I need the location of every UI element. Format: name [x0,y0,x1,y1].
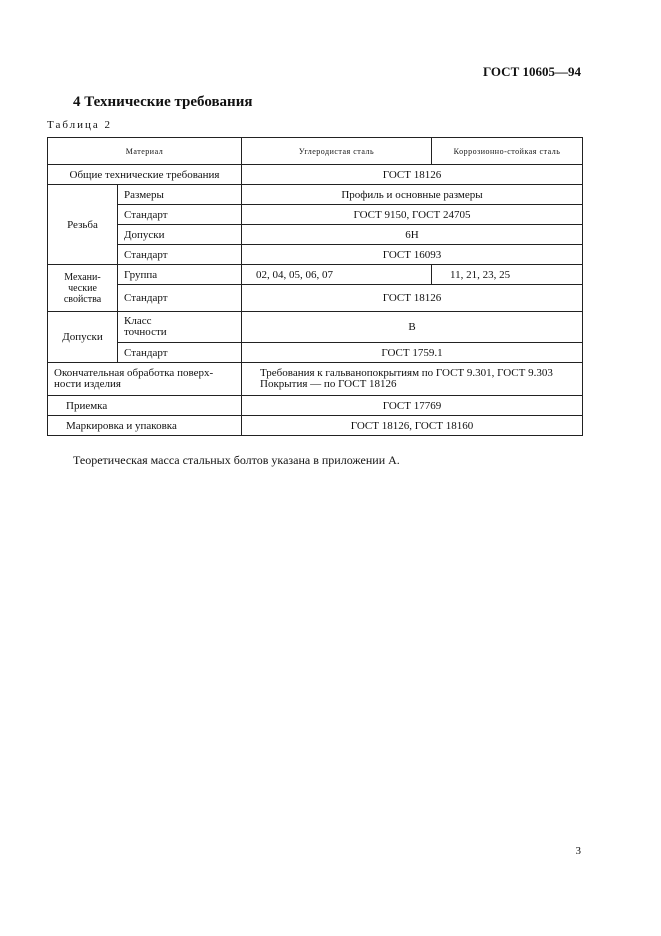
table-row [48,285,583,312]
surface-finish-value [242,363,583,396]
table-row [48,416,583,436]
mechanical-properties-label [48,265,118,312]
thread-sizes-label: Размеры [118,185,242,205]
header-material: Материал [48,138,242,165]
table-row [48,265,583,285]
surface-finish-label-line1: Окончательная обработка поверх- [54,367,214,379]
document-code: ГОСТ 10605—94 [482,64,581,79]
accuracy-class-line2: точности [124,326,167,338]
mechanical-properties-line3: свойства [63,293,102,305]
surface-finish-value-line1: Требования к гальванопокрытиям по ГОСТ 9.301, ГОСТ 9.303 [260,367,553,379]
general-requirements-value: ГОСТ 18126 [242,165,583,185]
thread-standard-label: Стандарт [118,205,242,225]
mechanical-properties-line2: ческие [68,282,97,294]
requirements-table [47,137,583,436]
table-caption: Таблица 2 [47,119,113,131]
thread-tolerance-value: 6H [242,225,583,245]
table-row [48,205,583,225]
thread-group-label: Резьба [48,185,118,265]
table-header-row [48,138,583,165]
accuracy-class-line1: Класс [124,315,152,327]
thread-tolerance-label: Допуски [118,225,242,245]
accuracy-class-value: B [242,312,583,343]
mech-standard-label: Стандарт [118,285,242,312]
thread-sizes-value: Профиль и основные размеры [242,185,583,205]
mech-group-label: Группа [118,265,242,285]
mech-standard-value: ГОСТ 18126 [242,285,583,312]
tolerances-standard-value: ГОСТ 1759.1 [242,343,583,363]
thread-tolerance-standard-label: Стандарт [118,245,242,265]
acceptance-value: ГОСТ 17769 [242,396,583,416]
page-number: 3 [575,845,581,857]
marking-label: Маркировка и упаковка [48,416,242,436]
table-row [48,312,583,343]
acceptance-label: Приемка [48,396,242,416]
surface-finish-label-line2: ности изделия [54,378,121,390]
mech-group-carbon: 02, 04, 05, 06, 07 [242,265,432,285]
header-stainless-steel: Коррозионно-стойкая сталь [432,138,583,165]
general-requirements-label: Общие технические требования [48,165,242,185]
table-row [48,225,583,245]
table-row [48,343,583,363]
accuracy-class-label [118,312,242,343]
table-row [48,165,583,185]
table-row [48,363,583,396]
header-carbon-steel: Углеродистая сталь [242,138,432,165]
tolerances-standard-label: Стандарт [118,343,242,363]
tolerances-group-label: Допуски [48,312,118,363]
surface-finish-value-line2: Покрытия — по ГОСТ 18126 [260,378,397,390]
surface-finish-label [48,363,242,396]
mechanical-properties-line1: Механи- [64,271,101,283]
thread-tolerance-standard-value: ГОСТ 16093 [242,245,583,265]
body-paragraph: Теоретическая масса стальных болтов указана в приложении А. [73,453,400,467]
marking-value: ГОСТ 18126, ГОСТ 18160 [242,416,583,436]
table-row [48,396,583,416]
thread-standard-value: ГОСТ 9150, ГОСТ 24705 [242,205,583,225]
table-row [48,245,583,265]
section-title: 4 Технические требования [73,94,253,110]
mech-group-stainless: 11, 21, 23, 25 [432,265,583,285]
table-row [48,185,583,205]
